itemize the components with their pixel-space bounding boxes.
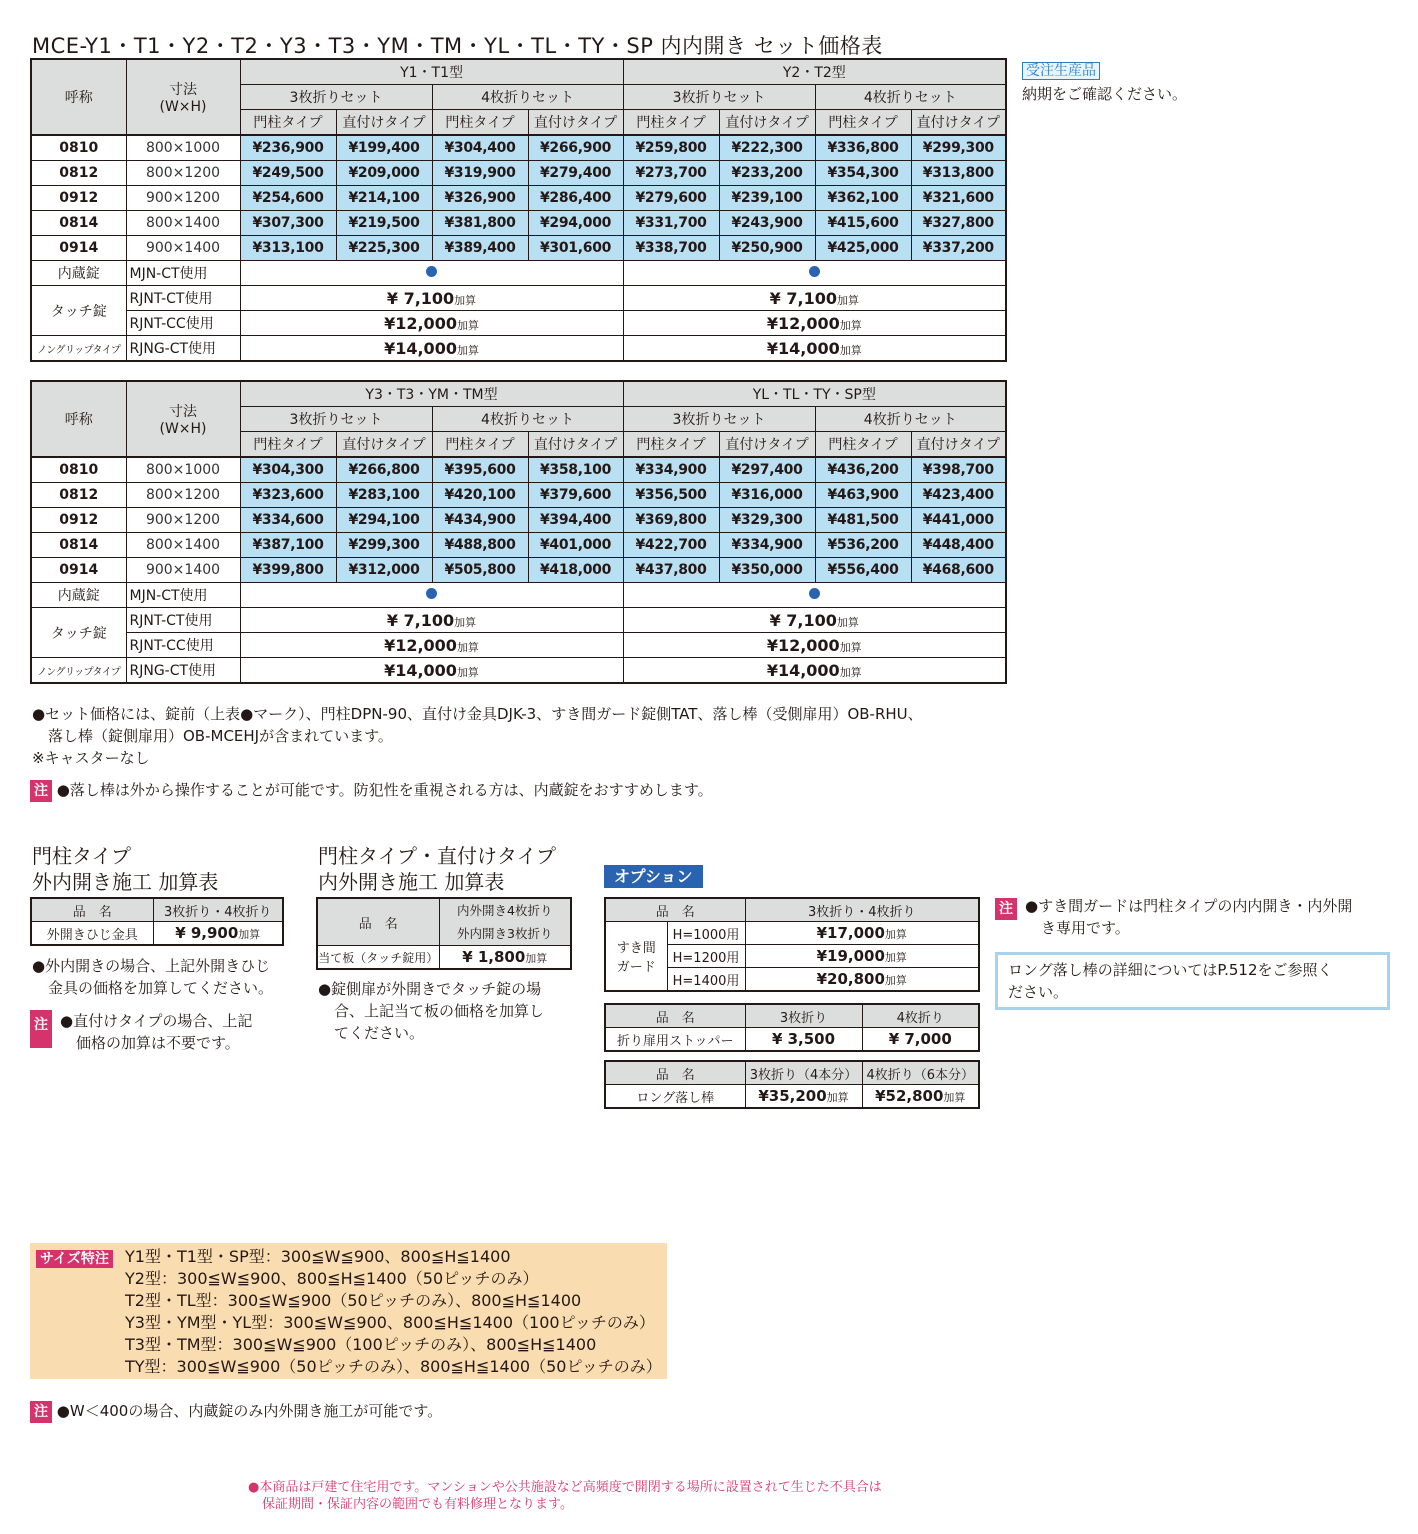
price-row	[31, 211, 1006, 236]
sec1-note: ●外内開きの場合、上記外開きひじ 金具の価格を加算してください。	[32, 957, 274, 997]
size-code: 0912	[31, 186, 126, 211]
add-price: ¥14,000加算	[623, 658, 1006, 684]
sec2-table	[316, 897, 572, 970]
size-dim: 800×1000	[126, 457, 240, 483]
price-cell: ¥338,700	[623, 236, 719, 261]
header-name: 呼称	[31, 59, 126, 135]
price-cell: ¥297,400	[719, 457, 815, 483]
price-cell: ¥222,300	[719, 135, 815, 161]
nongrip-label: ノングリップタイプ	[31, 658, 126, 684]
size-line: T3型・TM型：300≦W≦900（100ピッチのみ）、800≦H≦1400	[125, 1335, 597, 1354]
badge-note: 納期をご確認ください。	[1022, 85, 1188, 103]
long-h-name: 品 名	[605, 1061, 745, 1085]
size-code: 0914	[31, 558, 126, 583]
size-dim: 900×1200	[126, 508, 240, 533]
price-cell: ¥313,800	[911, 161, 1006, 186]
size-chuu-note: 注 ●W＜400の場合、内蔵錠のみ内外開き施工が可能です。	[30, 1400, 442, 1423]
add-price: ¥ 7,100加算	[240, 286, 623, 311]
set4-header: 4枚折りセット	[432, 407, 623, 432]
set3-header: 3枚折りセット	[240, 407, 432, 432]
footer-note: ●本商品は戸建て住宅用です。マンションや公共施設など高頻度で開閉する場所に設置されて生じた不具合は 保証期間・保証内容の範囲でも有料修理となります。	[248, 1480, 882, 1512]
add-price: ¥12,000加算	[623, 633, 1006, 658]
price-cell: ¥233,200	[719, 161, 815, 186]
guard-row	[605, 922, 979, 945]
sec1-title: 門柱タイプ 外内開き施工 加算表	[32, 844, 219, 894]
size-line: Y1型・T1型・SP型：300≦W≦900、800≦H≦1400	[125, 1247, 511, 1266]
price-cell: ¥434,900	[432, 508, 528, 533]
price-row	[31, 558, 1006, 583]
price-table-1	[30, 58, 1007, 362]
price-cell: ¥283,100	[336, 483, 432, 508]
set3-header: 3枚折りセット	[623, 85, 815, 110]
price-cell: ¥294,100	[336, 508, 432, 533]
header-name: 呼称	[31, 381, 126, 457]
price-row	[31, 508, 1006, 533]
price-cell: ¥334,600	[240, 508, 336, 533]
price-cell: ¥354,300	[815, 161, 911, 186]
chuu-note-1: 注 ●落し棒は外から操作することが可能です。防犯性を重視される方は、内蔵錠をおすすめします。	[30, 779, 713, 802]
size-dim: 800×1400	[126, 211, 240, 236]
price-cell: ¥286,400	[528, 186, 623, 211]
price-cell: ¥199,400	[336, 135, 432, 161]
header-dim: 寸法 (W×H)	[126, 381, 240, 457]
type-mon-header: 門柱タイプ	[240, 110, 336, 136]
rjng-label: RJNG-CT使用	[126, 336, 240, 362]
price-cell: ¥266,900	[528, 135, 623, 161]
nongrip-label: ノングリップタイプ	[31, 336, 126, 362]
price-cell: ¥214,100	[336, 186, 432, 211]
price-row	[31, 457, 1006, 483]
type-choku-header: 直付けタイプ	[911, 110, 1006, 136]
type-mon-header: 門柱タイプ	[432, 432, 528, 458]
type-choku-header: 直付けタイプ	[719, 110, 815, 136]
price-cell: ¥259,800	[623, 135, 719, 161]
right-chuu-badge: 注	[995, 898, 1017, 920]
size-code: 0814	[31, 533, 126, 558]
touch-label: タッチ錠	[31, 608, 126, 658]
long-h3: 3枚折り（4本分）	[745, 1061, 862, 1085]
price-cell: ¥401,000	[528, 533, 623, 558]
size-code: 0814	[31, 211, 126, 236]
price-cell: ¥441,000	[911, 508, 1006, 533]
set4-header: 4枚折りセット	[815, 85, 1006, 110]
set4-header: 4枚折りセット	[815, 407, 1006, 432]
price-cell: ¥321,600	[911, 186, 1006, 211]
sec1-chuu-note: ●直付けタイプの場合、上記 価格の加算は不要です。	[60, 1012, 253, 1052]
stopper-h-name: 品 名	[605, 1004, 745, 1028]
long-bar-table	[604, 1060, 980, 1109]
rjnt-cc-label: RJNT-CC使用	[126, 311, 240, 336]
price-cell: ¥209,000	[336, 161, 432, 186]
price-cell: ¥398,700	[911, 457, 1006, 483]
type-choku-header: 直付けタイプ	[528, 110, 623, 136]
add-price: ¥ 7,100加算	[623, 608, 1006, 633]
rjng-label: RJNG-CT使用	[126, 658, 240, 684]
set-includes-note: ●セット価格には、錠前（上表●マーク）、門柱DPN-90、直付け金具DJK-3、すき間ガード錠側TAT、落し棒（受側扉用）OB-RHU、	[32, 705, 923, 723]
naizo-label: 内蔵錠	[31, 583, 126, 608]
guard-price: ¥19,000加算	[745, 945, 979, 968]
type-choku-header: 直付けタイプ	[528, 432, 623, 458]
long-v4: ¥52,800加算	[862, 1085, 979, 1109]
add-price: ¥14,000加算	[240, 336, 623, 362]
price-cell: ¥299,300	[911, 135, 1006, 161]
price-cell: ¥356,500	[623, 483, 719, 508]
guard-height: H=1200用	[667, 945, 745, 968]
set-notes	[32, 703, 1022, 769]
opt-h-name: 品 名	[605, 898, 745, 922]
price-cell: ¥422,700	[623, 533, 719, 558]
guard-label: すき間 ガード	[605, 922, 667, 992]
price-cell: ¥394,400	[528, 508, 623, 533]
size-dim: 900×1400	[126, 558, 240, 583]
price-cell: ¥249,500	[240, 161, 336, 186]
sec1-item: 外開きひじ金具	[31, 922, 153, 946]
price-cell: ¥350,000	[719, 558, 815, 583]
price-cell: ¥418,000	[528, 558, 623, 583]
chuu-badge: 注	[30, 780, 52, 802]
price-cell: ¥236,900	[240, 135, 336, 161]
stopper-table	[604, 1003, 980, 1052]
price-cell: ¥437,800	[623, 558, 719, 583]
page-title: MCE-Y1・T1・Y2・T2・Y3・T3・YM・TM・YL・TL・TY・SP 内内開き セット価格表	[32, 34, 883, 58]
long-h4: 4枚折り（6本分）	[862, 1061, 979, 1085]
price-cell: ¥334,900	[623, 457, 719, 483]
stopper-h4: 4枚折り	[862, 1004, 979, 1028]
price-cell: ¥505,800	[432, 558, 528, 583]
opt-h-val: 3枚折り・4枚折り	[745, 898, 979, 922]
price-cell: ¥536,200	[815, 533, 911, 558]
size-dim: 800×1200	[126, 483, 240, 508]
price-cell: ¥273,700	[623, 161, 719, 186]
lock-rows	[31, 261, 1006, 362]
sec1-h-val: 3枚折り・4枚折り	[153, 898, 283, 922]
naizo-label: 内蔵錠	[31, 261, 126, 286]
price-cell: ¥415,600	[815, 211, 911, 236]
size-line: T2型・TL型：300≦W≦900（50ピッチのみ）、800≦H≦1400	[125, 1291, 582, 1310]
price-row	[31, 533, 1006, 558]
price-cell: ¥323,600	[240, 483, 336, 508]
size-dim: 900×1200	[126, 186, 240, 211]
price-cell: ¥389,400	[432, 236, 528, 261]
price-cell: ¥334,900	[719, 533, 815, 558]
add-price: ¥14,000加算	[240, 658, 623, 684]
guard-price: ¥17,000加算	[745, 922, 979, 945]
price-cell: ¥369,800	[623, 508, 719, 533]
price-cell: ¥481,500	[815, 508, 911, 533]
sec1-h-name: 品 名	[31, 898, 153, 922]
stopper-v3: ¥ 3,500	[745, 1028, 862, 1052]
guard-table	[604, 897, 980, 992]
price-cell: ¥254,600	[240, 186, 336, 211]
type-mon-header: 門柱タイプ	[623, 432, 719, 458]
price-cell: ¥266,800	[336, 457, 432, 483]
price-cell: ¥395,600	[432, 457, 528, 483]
price-cell: ¥425,000	[815, 236, 911, 261]
sec1-chuu-badge: 注	[30, 1010, 52, 1050]
header-dim: 寸法 (W×H)	[126, 59, 240, 135]
price-cell: ¥362,100	[815, 186, 911, 211]
guard-price: ¥20,800加算	[745, 968, 979, 992]
price-cell: ¥279,600	[623, 186, 719, 211]
set-includes-note-2: 落し棒（錠側扉用）OB-MCEHJが含まれています。	[48, 727, 393, 745]
price-cell: ¥331,700	[623, 211, 719, 236]
add-price: ¥ 7,100加算	[240, 608, 623, 633]
stopper-h3: 3枚折り	[745, 1004, 862, 1028]
guard-height: H=1400用	[667, 968, 745, 992]
add-price: ¥12,000加算	[623, 311, 1006, 336]
price-cell: ¥358,100	[528, 457, 623, 483]
naizo-included-dot	[623, 583, 1006, 608]
set3-header: 3枚折りセット	[240, 85, 432, 110]
price-cell: ¥299,300	[336, 533, 432, 558]
price-cell: ¥488,800	[432, 533, 528, 558]
sec2-h-name: 品 名	[317, 898, 439, 946]
size-dim: 900×1400	[126, 236, 240, 261]
long-item: ロング落し棒	[605, 1085, 745, 1109]
stopper-v4: ¥ 7,000	[862, 1028, 979, 1052]
sec2-title: 門柱タイプ・直付けタイプ 内外開き施工 加算表	[318, 844, 556, 894]
rjnt-cc-label: RJNT-CC使用	[126, 633, 240, 658]
size-special-box	[30, 1243, 667, 1379]
price-cell: ¥463,900	[815, 483, 911, 508]
naizo-included-dot	[240, 261, 623, 286]
price-cell: ¥312,000	[336, 558, 432, 583]
mjn-label: MJN-CT使用	[126, 261, 240, 286]
price-cell: ¥313,100	[240, 236, 336, 261]
price-cell: ¥239,100	[719, 186, 815, 211]
size-dim: 800×1000	[126, 135, 240, 161]
price-cell: ¥307,300	[240, 211, 336, 236]
type-mon-header: 門柱タイプ	[240, 432, 336, 458]
price-cell: ¥329,300	[719, 508, 815, 533]
lock-rows	[31, 583, 1006, 684]
price-cell: ¥399,800	[240, 558, 336, 583]
group-b-header: YL・TL・TY・SP型	[623, 381, 1006, 407]
price-cell: ¥301,600	[528, 236, 623, 261]
add-price: ¥12,000加算	[240, 633, 623, 658]
sec2-val: ¥ 1,800加算	[439, 946, 571, 970]
group-a-header: Y1・T1型	[240, 59, 623, 85]
size-line: TY型：300≦W≦900（50ピッチのみ）、800≦H≦1400（50ピッチのみ）	[125, 1357, 662, 1376]
sec2-h-val: 内外開き4枚折り 外内開き3枚折り	[439, 898, 571, 946]
type-mon-header: 門柱タイプ	[815, 110, 911, 136]
price-cell: ¥304,400	[432, 135, 528, 161]
long-v3: ¥35,200加算	[745, 1085, 862, 1109]
price-row	[31, 161, 1006, 186]
set4-header: 4枚折りセット	[432, 85, 623, 110]
rjnt-ct-label: RJNT-CT使用	[126, 608, 240, 633]
price-cell: ¥379,600	[528, 483, 623, 508]
price-cell: ¥304,300	[240, 457, 336, 483]
size-lines	[125, 1246, 662, 1378]
price-table-2	[30, 380, 1007, 684]
price-cell: ¥420,100	[432, 483, 528, 508]
guard-height: H=1000用	[667, 922, 745, 945]
size-dim: 800×1400	[126, 533, 240, 558]
sec1-table	[30, 897, 284, 946]
price-cell: ¥468,600	[911, 558, 1006, 583]
price-row	[31, 135, 1006, 161]
price-cell: ¥326,900	[432, 186, 528, 211]
price-cell: ¥387,100	[240, 533, 336, 558]
group-b-header: Y2・T2型	[623, 59, 1006, 85]
type-choku-header: 直付けタイプ	[911, 432, 1006, 458]
stopper-item: 折り扉用ストッパー	[605, 1028, 745, 1052]
set3-header: 3枚折りセット	[623, 407, 815, 432]
price-cell: ¥250,900	[719, 236, 815, 261]
price-cell: ¥243,900	[719, 211, 815, 236]
options-label: オプション	[604, 864, 703, 887]
mjn-label: MJN-CT使用	[126, 583, 240, 608]
naizo-included-dot	[240, 583, 623, 608]
price-cell: ¥225,300	[336, 236, 432, 261]
size-line: Y2型：300≦W≦900、800≦H≦1400（50ピッチのみ）	[125, 1269, 539, 1288]
price-row	[31, 186, 1006, 211]
price-cell: ¥294,000	[528, 211, 623, 236]
type-mon-header: 門柱タイプ	[623, 110, 719, 136]
type-mon-header: 門柱タイプ	[432, 110, 528, 136]
price-cell: ¥319,900	[432, 161, 528, 186]
size-code: 0810	[31, 135, 126, 161]
touch-label: タッチ錠	[31, 286, 126, 336]
group-a-header: Y3・T3・YM・TM型	[240, 381, 623, 407]
price-cell: ¥423,400	[911, 483, 1006, 508]
size-dim: 800×1200	[126, 161, 240, 186]
type-choku-header: 直付けタイプ	[336, 110, 432, 136]
add-price: ¥ 7,100加算	[623, 286, 1006, 311]
size-code: 0914	[31, 236, 126, 261]
price-cell: ¥327,800	[911, 211, 1006, 236]
type-choku-header: 直付けタイプ	[719, 432, 815, 458]
price-cell: ¥316,000	[719, 483, 815, 508]
sec2-note: ●錠側扉が外開きでタッチ錠の場 合、上記当て板の価格を加算し てください。	[318, 980, 545, 1042]
price-cell: ¥436,200	[815, 457, 911, 483]
made-to-order-badge: 受注生産品	[1022, 62, 1100, 80]
price-cell: ¥336,800	[815, 135, 911, 161]
price-cell: ¥381,800	[432, 211, 528, 236]
price-row	[31, 236, 1006, 261]
naizo-included-dot	[623, 261, 1006, 286]
rjnt-ct-label: RJNT-CT使用	[126, 286, 240, 311]
price-cell: ¥337,200	[911, 236, 1006, 261]
size-code: 0810	[31, 457, 126, 483]
sec1-val: ¥ 9,900加算	[153, 922, 283, 946]
size-code: 0912	[31, 508, 126, 533]
type-choku-header: 直付けタイプ	[336, 432, 432, 458]
price-cell: ¥279,400	[528, 161, 623, 186]
price-cell: ¥556,400	[815, 558, 911, 583]
right-note: ●すき間ガードは門柱タイプの内内開き・内外開 き専用です。	[1025, 897, 1353, 937]
price-row	[31, 483, 1006, 508]
add-price: ¥12,000加算	[240, 311, 623, 336]
size-code: 0812	[31, 161, 126, 186]
caster-note: ※キャスターなし	[32, 749, 150, 767]
size-code: 0812	[31, 483, 126, 508]
size-tag: サイズ特注	[36, 1248, 113, 1268]
long-bar-info-box: ロング落し棒の詳細についてはP.512をご参照く ださい。	[995, 952, 1390, 1010]
order-badge-area	[1022, 60, 1187, 104]
size-line: Y3型・YM型・YL型：300≦W≦900、800≦H≦1400（100ピッチのみ）	[125, 1313, 655, 1332]
type-mon-header: 門柱タイプ	[815, 432, 911, 458]
price-cell: ¥219,500	[336, 211, 432, 236]
price-cell: ¥448,400	[911, 533, 1006, 558]
add-price: ¥14,000加算	[623, 336, 1006, 362]
sec2-item: 当て板（タッチ錠用）	[317, 946, 439, 970]
